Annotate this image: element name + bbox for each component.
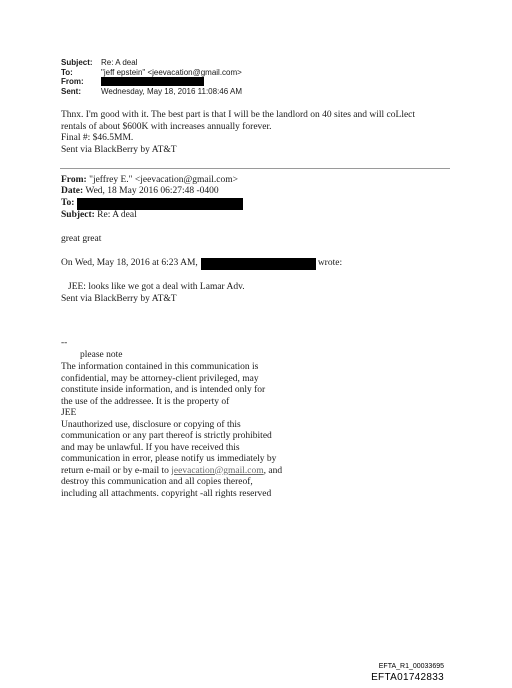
quoted-line: JEE: looks like we got a deal with Lamar Adv.	[68, 282, 245, 292]
bates-id: EFTA01742833	[371, 672, 444, 683]
bates-id-small: EFTA_R1_00033695	[378, 663, 444, 670]
email-header	[61, 58, 242, 96]
please-note: please note	[80, 350, 123, 360]
disclaimer-line: destroy this communication and all copies thereof,	[61, 477, 253, 487]
fwd-date-label: Date:	[61, 186, 84, 197]
quoted-signature: Sent via BlackBerry by AT&T	[61, 294, 177, 304]
fwd-to-label: To:	[61, 197, 75, 208]
attribution-prefix: On Wed, May 18, 2016 at 6:23 AM,	[61, 258, 198, 269]
attribution-suffix: wrote:	[317, 258, 343, 269]
disclaimer-line: the use of the addressee. It is the property of	[61, 396, 230, 407]
redacted-to	[77, 198, 243, 210]
disclaimer-line: confidential, may be attorney-client privileged, may	[61, 373, 259, 384]
subject-label: Subject:	[61, 58, 93, 67]
disclaimer-line: communication or any part thereof is strictly prohibited	[61, 431, 272, 441]
email-link[interactable]: jeevacation@gmail.com	[171, 465, 264, 476]
from-label: From:	[61, 77, 84, 86]
disclaimer-text	[61, 362, 282, 500]
to-label: To:	[61, 67, 73, 77]
attribution-line	[61, 258, 342, 270]
reply-line: rentals of about $600K with increases annually forever.	[61, 121, 272, 132]
redacted-sender	[201, 258, 316, 270]
reply-signature: Sent via BlackBerry by AT&T	[61, 144, 177, 155]
to-value: "jeff epstein" <jeevacation@gmail.com>	[101, 67, 242, 77]
disclaimer-line: communication in error, please notify us immediately by	[61, 454, 277, 464]
disclaimer-line: JEE	[61, 408, 77, 418]
fwd-subject-value: Re: A deal	[97, 209, 137, 220]
disclaimer-line	[61, 466, 282, 478]
disclaimer-line: constitute inside information, and is intended only for	[61, 385, 266, 395]
sent-value: Wednesday, May 18, 2016 11:08:46 AM	[101, 86, 242, 96]
quoted-header	[61, 175, 243, 221]
disclaimer-line: The information contained in this communication is	[61, 362, 259, 372]
disclaimer-line: including all attachments. copyright -all rights reserved	[61, 488, 272, 499]
reply-line: Thnx. I'm good with it. The best part is that I will be the landlord on 40 sites and will coLlect	[61, 110, 416, 120]
disclaimer-line-text: , and	[263, 465, 283, 476]
disclaimer-line: and may be unlawful. If you have received this	[61, 442, 240, 453]
fwd-from-value: "jeffrey E." <jeevacation@gmail.com>	[89, 175, 238, 185]
sent-label: Sent:	[61, 86, 81, 96]
reply-line: Final #: $46.5MM.	[61, 133, 134, 143]
subject-value: Re: A deal	[101, 58, 138, 67]
disclaimer-line: Unauthorized use, disclosure or copying of this	[61, 419, 241, 430]
redacted-from	[101, 77, 204, 86]
fwd-subject-label: Subject:	[61, 209, 95, 220]
fwd-date-value: Wed, 18 May 2016 06:27:48 -0400	[85, 186, 219, 197]
signature-separator: --	[61, 338, 68, 348]
fwd-from-label: From:	[61, 175, 87, 185]
reply-body	[61, 110, 415, 156]
disclaimer-line-text: return e-mail or by e-mail to	[61, 465, 172, 476]
divider	[60, 168, 450, 169]
greeting: great great	[61, 234, 102, 244]
